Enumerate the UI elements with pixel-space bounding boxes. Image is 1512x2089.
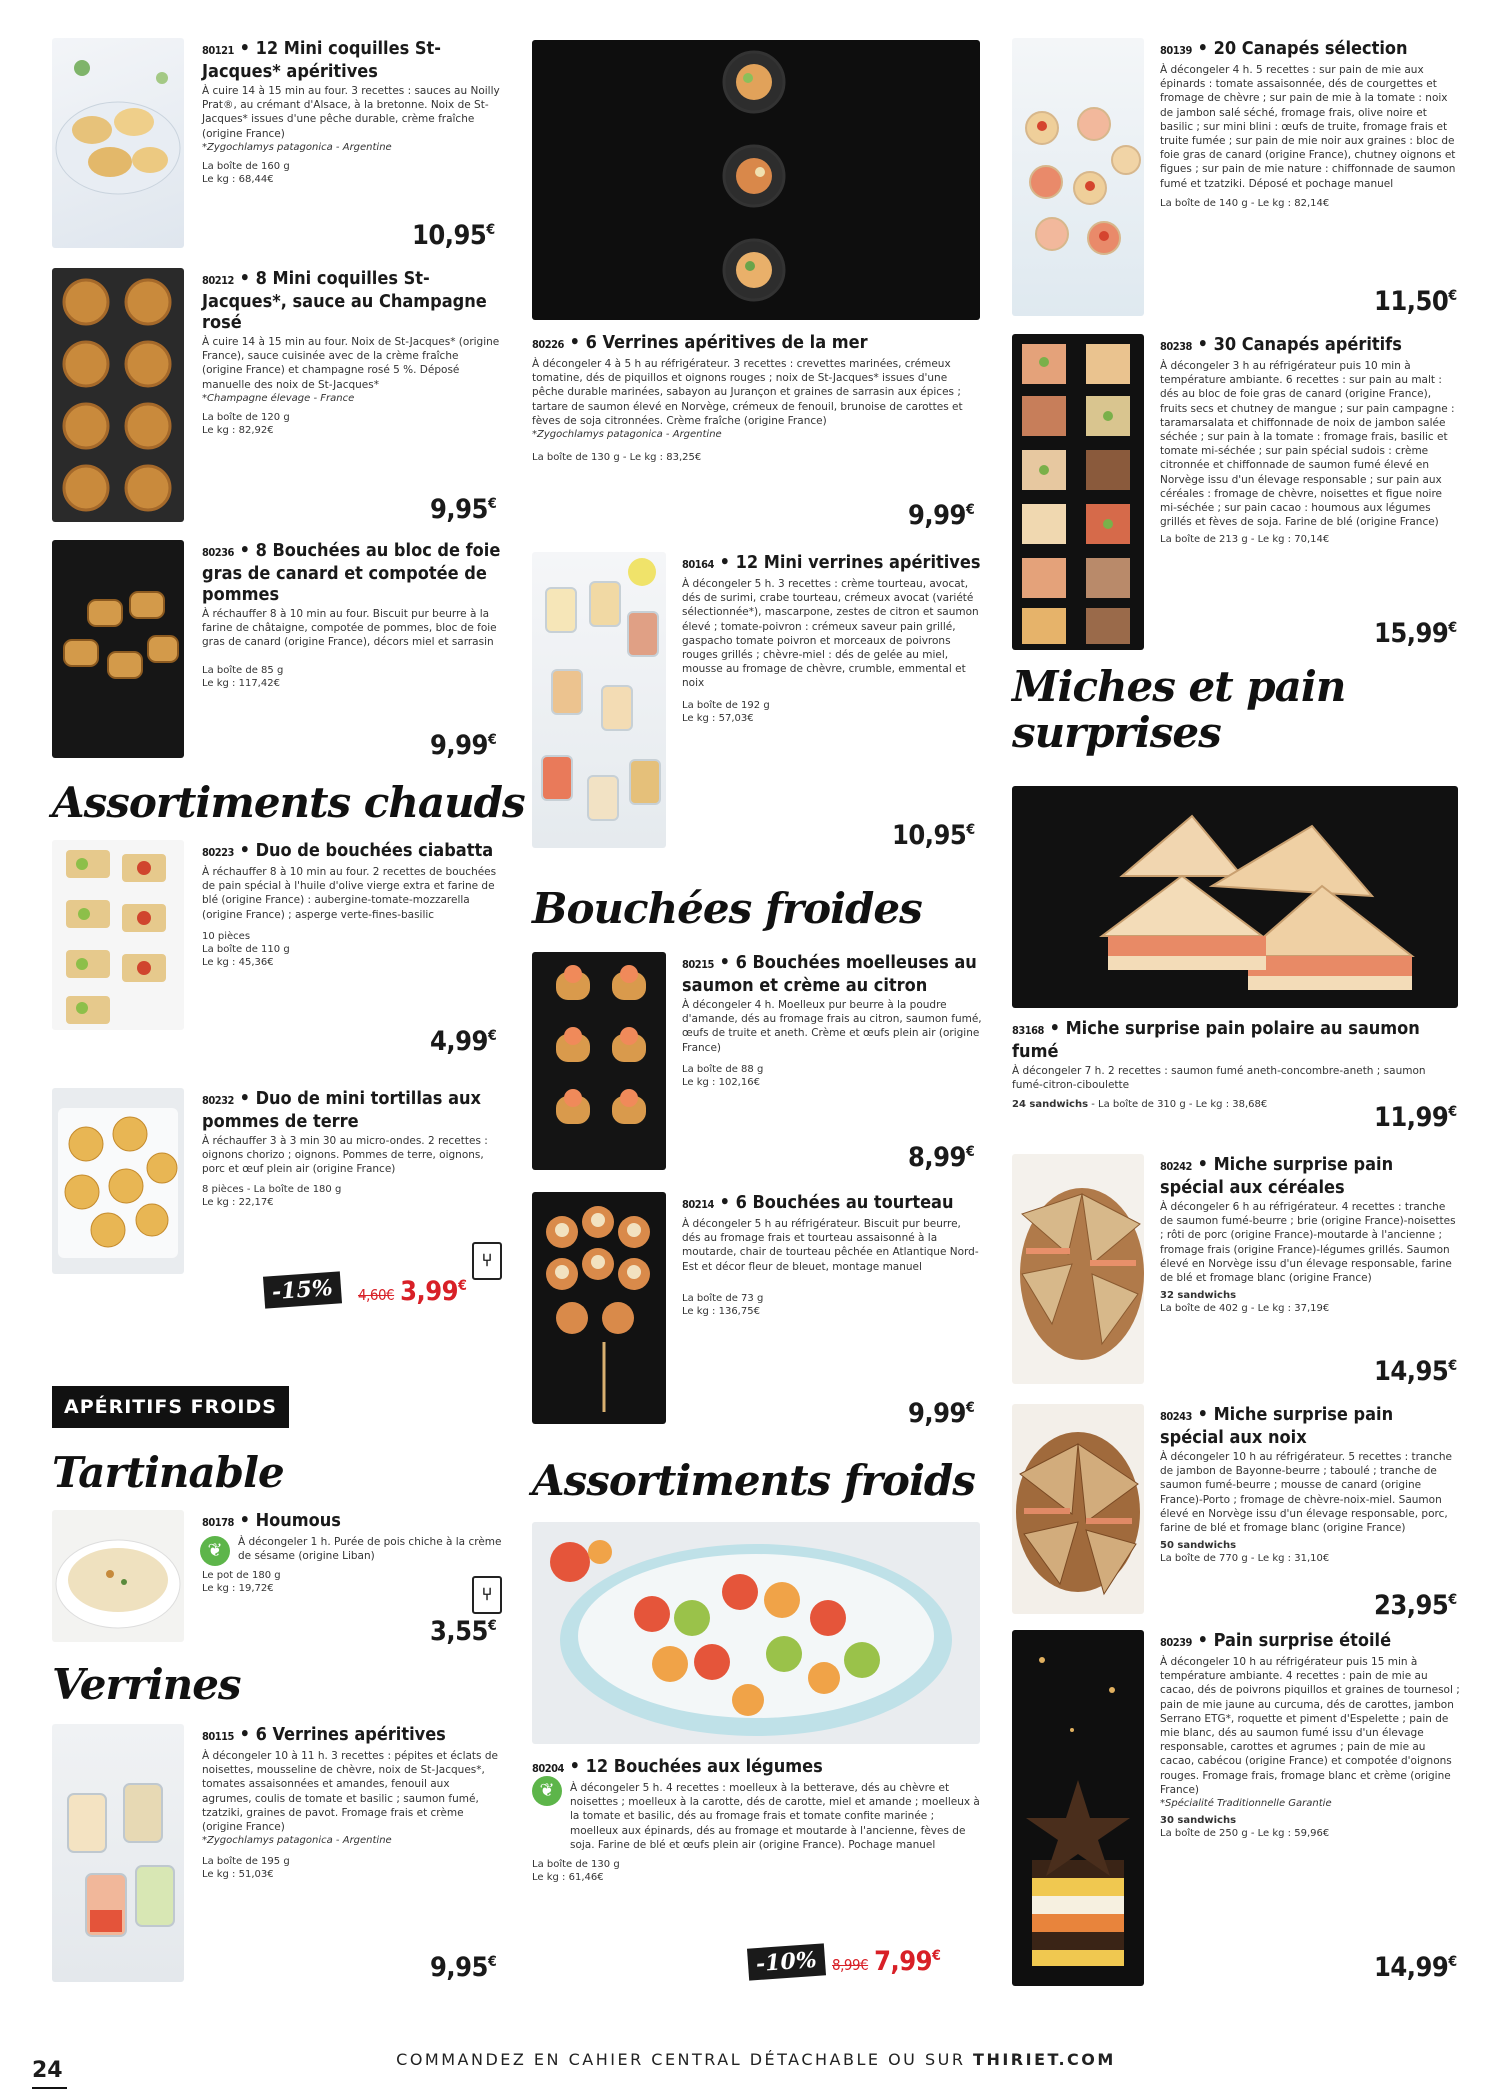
product-title: 80226 • 6 Verrines apéritives de la mer — [532, 332, 868, 353]
price-value: 9,99 — [908, 1398, 966, 1429]
fork-knife-icon: ⑂ — [472, 1242, 502, 1280]
price-value: 14,95 — [1374, 1356, 1449, 1387]
product-code: 80204 — [532, 1762, 564, 1775]
product-name: 12 Mini coquilles St-Jacques* apéritives — [202, 38, 441, 82]
product-price-per-kg: Le kg : 136,75€ — [682, 1305, 760, 1317]
product-price-per-kg: Le kg : 19,72€ — [202, 1583, 274, 1595]
product-description: À décongeler 1 h. Purée de pois chiche à la crème de sésame (origine Liban) — [238, 1536, 502, 1563]
product-80239[interactable] — [1012, 1630, 1462, 1990]
product-pieces: 10 pièces — [202, 930, 251, 942]
canapes-selection-illustration — [1012, 38, 1144, 316]
bouchees-saumon-illustration — [532, 952, 666, 1170]
product-code: 80214 — [682, 1198, 714, 1211]
price-value: 14,99 — [1374, 1952, 1449, 1983]
section-heading-tartinable: Tartinable — [52, 1448, 284, 1497]
product-image — [52, 1088, 184, 1274]
product-weight: La boîte de 250 g - Le kg : 59,96€ — [1160, 1828, 1330, 1840]
price-value: 9,95 — [430, 494, 488, 525]
product-80226[interactable] — [532, 40, 987, 540]
product-description: À décongeler 10 h au réfrigérateur. 5 recettes : tranche de jambon de Bayonne-beurre ; taboulé ; tranche de saumon fumé-beurre ; mousse de canard (origine France)-Porto ; fromage de chèvre-noix-miel. Saumon élevé en Norvège issu d'un élevage responsable, porc, farine de blé et fromage blanc (origine France) — [1160, 1451, 1452, 1535]
price-value: 4,99 — [430, 1026, 488, 1057]
price-currency: € — [458, 1278, 467, 1294]
product-title: 80242 • Miche surprise pain spécial aux céréales — [1160, 1154, 1394, 1198]
product-title: 80212 • 8 Mini coquilles St-Jacques*, sauce au Champagne rosé — [202, 268, 487, 333]
product-weight: Le pot de 180 g — [202, 1570, 281, 1582]
footer-link-thiriet[interactable]: THIRIET.COM — [973, 2050, 1116, 2069]
product-price — [908, 500, 974, 531]
product-price-per-kg: Le kg : 22,17€ — [202, 1196, 274, 1208]
product-description: À décongeler 7 h. 2 recettes : saumon fumé aneth-concombre-aneth ; saumon fumé-citron-ciboulette — [1012, 1065, 1426, 1092]
product-name: Houmous — [255, 1510, 341, 1531]
miche-cereales-illustration — [1012, 1154, 1144, 1384]
product-info — [1160, 38, 1460, 210]
product-price — [1374, 286, 1457, 317]
product-price-per-kg: Le kg : 57,03€ — [682, 712, 754, 724]
product-image — [1012, 1630, 1144, 1986]
price-currency: € — [965, 1400, 975, 1416]
product-info — [202, 1724, 502, 1881]
product-name: Miche surprise pain spécial aux noix — [1160, 1404, 1394, 1448]
product-info — [202, 540, 502, 690]
price-currency: € — [965, 502, 975, 518]
product-name: 30 Canapés apéritifs — [1213, 334, 1402, 355]
product-code: 80242 — [1160, 1160, 1192, 1173]
product-title: 80215 • 6 Bouchées moelleuses au saumon et crème au citron — [682, 952, 977, 996]
product-image — [1012, 334, 1144, 650]
product-80223[interactable] — [52, 840, 507, 1058]
product-code: 80223 — [202, 846, 234, 859]
product-price — [430, 1952, 496, 1983]
product-title: 80239 • Pain surprise étoilé — [1160, 1630, 1392, 1651]
product-80238[interactable] — [1012, 334, 1462, 654]
price-currency: € — [1448, 1592, 1457, 1608]
section-heading-verrines: Verrines — [52, 1660, 241, 1709]
tortillas-illustration — [52, 1088, 184, 1274]
product-code: 80121 — [202, 44, 234, 57]
pain-etoile-illustration — [1012, 1630, 1144, 1986]
product-description: À décongeler 4 h. 5 recettes : sur pain de mie aux épinards : tomate assaisonnée, dés de courgettes et fromage de chèvre ; sur pain de mie à la tomate : noix de jambon salé séché, fromage frais, olive noire et basilic ; sur mini blini : œufs de truite, fromage frais et truite fumée ; sur pain de mie noir aux graines : bloc de foie gras de canard (origine France), chutney oignons et figues ; sur pain de mie nature : chiffonnade de saumon fumé et tzatziki. Déposé et pochage manuel — [1160, 64, 1456, 190]
product-image — [52, 540, 184, 758]
product-image — [532, 552, 666, 848]
product-info — [202, 1510, 502, 1595]
product-image — [52, 1724, 184, 1982]
product-weight: La boîte de 310 g - Le kg : 38,68€ — [1098, 1099, 1268, 1111]
footer — [0, 2050, 1512, 2069]
product-price-per-kg: Le kg : 117,42€ — [202, 677, 280, 689]
vegetarian-leaf-icon: ❦ — [200, 1536, 230, 1566]
product-description: À réchauffer 8 à 10 min au four. Biscuit pur beurre à la farine de châtaigne, compotée de pommes, bloc de foie gras de canard (origine France), décors miel et sarrasin — [202, 608, 497, 649]
product-image — [1012, 1404, 1144, 1614]
price-currency: € — [487, 496, 497, 512]
product-weight: La boîte de 88 g — [682, 1063, 764, 1075]
product-80215[interactable] — [532, 952, 987, 1172]
product-code: 80212 — [202, 274, 234, 287]
product-name: 6 Verrines apéritives — [255, 1724, 446, 1745]
product-info: 83168 • Miche surprise pain polaire au saumon fumé À décongeler 7 h. 2 recettes : saumon fumé aneth-concombre-aneth ; saumon fumé-citron-ciboulette 24 sandwichs - La boîte de 310 g - Le kg : 38,68€ — [1012, 1018, 1458, 1111]
product-name: Pain surprise étoilé — [1213, 1630, 1392, 1651]
product-info — [532, 332, 982, 464]
product-price-per-kg: Le kg : 45,36€ — [202, 956, 274, 968]
price-currency: € — [486, 222, 495, 238]
product-info — [1160, 1154, 1460, 1315]
section-heading-assortiments-froids: Assortiments froids — [532, 1456, 975, 1505]
product-price-per-kg: Le kg : 102,16€ — [682, 1076, 760, 1088]
product-info — [682, 552, 982, 725]
product-image — [1012, 1154, 1144, 1384]
product-code: 80226 — [532, 338, 564, 351]
product-image — [532, 1522, 980, 1744]
price-value: 9,99 — [908, 500, 966, 531]
product-price-per-kg: Le kg : 61,46€ — [532, 1872, 604, 1884]
product-title: 80238 • 30 Canapés apéritifs — [1160, 334, 1402, 355]
product-info — [202, 268, 502, 437]
product-name: 6 Bouchées au tourteau — [735, 1192, 954, 1213]
product-code: 80232 — [202, 1094, 234, 1107]
price-currency: € — [1448, 620, 1457, 636]
product-price — [430, 730, 496, 761]
sandwich-count: 32 sandwichs — [1160, 1290, 1237, 1302]
product-image — [1012, 786, 1458, 1008]
ciabatta-illustration — [52, 840, 184, 1030]
product-name: 20 Canapés sélection — [1213, 38, 1408, 59]
product-price — [1374, 1952, 1457, 1983]
product-80139[interactable] — [1012, 38, 1462, 320]
product-weight: La boîte de 130 g — [532, 1859, 620, 1871]
price-currency: € — [1448, 1954, 1457, 1970]
product-title: 80236 • 8 Bouchées au bloc de foie gras de canard et compotée de pommes — [202, 540, 501, 605]
sandwich-count: 30 sandwichs — [1160, 1815, 1237, 1827]
product-info — [202, 1088, 502, 1209]
product-weight: La boîte de 140 g - Le kg : 82,14€ — [1160, 197, 1330, 209]
product-note: *Spécialité Traditionnelle Garantie — [1160, 1798, 1332, 1810]
product-description: À réchauffer 3 à 3 min 30 au micro-ondes. 2 recettes : oignons chorizo ; oignons. Pommes de terre, oignons, porc et œuf plein air (origine France) — [202, 1135, 488, 1176]
product-description: À décongeler 10 h au réfrigérateur puis 15 min à température ambiante. 4 recettes : pain de mie au cacao, dés de poivrons piquillos et graines de tournesol ; pain de mie jaune au curcuma, dés de carottes, jambon Serrano ETG*, roquette et piment d'Espelette ; pain de mie blanc, dés au saumon fumé issu d'un élevage responsable, carottes et agrumes ; pain de mie au cacao, cabécou (origine France) et compotée d'oignons rouges. Fromage frais, fromage blanc et crème (origine France) — [1160, 1656, 1460, 1796]
product-code: 80139 — [1160, 44, 1192, 57]
product-weight: La boîte de 160 g — [202, 160, 290, 172]
footer-text: COMMANDEZ EN CAHIER CENTRAL DÉTACHABLE OU SUR — [396, 2050, 966, 2069]
product-price-per-kg: Le kg : 51,03€ — [202, 1869, 274, 1881]
product-80121[interactable] — [52, 38, 507, 251]
price-currency: € — [965, 1144, 975, 1160]
product-weight: La boîte de 213 g - Le kg : 70,14€ — [1160, 534, 1330, 546]
product-code: 80243 — [1160, 1410, 1192, 1423]
product-description: À cuire 14 à 15 min au four. 3 recettes : sauces au Noilly Prat®, au crémant d'Alsace, à la bretonne. Noix de St-Jacques* issues d'une pêche durable, crème fraîche (origine France) — [202, 85, 500, 140]
product-description: À décongeler 6 h au réfrigérateur. 4 recettes : tranche de saumon fumé-beurre ; brie (origine France)-noisettes ; rôti de porc (origine France)-moutarde à l'ancienne ; fromage frais (origine France)-légumes grillés. Saumon élevé en Norvège issu d'un élevage responsable, farine de blé et fromage blanc (origine France) — [1160, 1201, 1456, 1285]
price-currency: € — [1448, 288, 1457, 304]
product-image — [532, 40, 980, 320]
product-code: 80236 — [202, 546, 234, 559]
product-80212[interactable] — [52, 268, 507, 525]
product-price-per-kg: Le kg : 68,44€ — [202, 173, 274, 185]
section-heading-assortiments-chauds: Assortiments chauds — [52, 778, 525, 827]
product-code: 80164 — [682, 558, 714, 571]
product-price — [358, 1276, 466, 1307]
price-currency: € — [487, 1954, 497, 1970]
product-price — [430, 1026, 496, 1057]
old-price: 4,60€ — [358, 1286, 395, 1304]
product-description: À réchauffer 8 à 10 min au four. 2 recettes de bouchées de pain spécial à l'huile d'olive vierge extra et farine de blé (origine France) : aubergine-tomate-mozzarella (origine France) ; asperge verte-fines-basilic — [202, 866, 497, 921]
product-code: 80215 — [682, 958, 714, 971]
product-weight: 8 pièces - La boîte de 180 g — [202, 1183, 342, 1195]
product-code: 80238 — [1160, 340, 1192, 353]
product-name: 6 Bouchées moelleuses au saumon et crème au citron — [682, 952, 977, 996]
product-title: 80178 • Houmous — [202, 1510, 341, 1531]
price-value: 11,50 — [1374, 286, 1449, 317]
product-image — [52, 840, 184, 1030]
product-price — [892, 820, 975, 851]
product-info — [202, 38, 502, 186]
old-price: 8,99€ — [832, 1956, 869, 1974]
product-price — [1374, 1102, 1457, 1133]
houmous-illustration — [52, 1510, 184, 1642]
product-price — [1374, 618, 1457, 649]
product-name: 8 Mini coquilles St-Jacques*, sauce au Champagne rosé — [202, 268, 487, 333]
product-title: 80115 • 6 Verrines apéritives — [202, 1724, 446, 1745]
product-weight: La boîte de 73 g — [682, 1292, 764, 1304]
bouchees-tourteau-illustration — [532, 1192, 666, 1424]
product-note: *Zygochlamys patagonica - Argentine — [202, 1835, 392, 1847]
price-value: 3,55 — [430, 1616, 488, 1647]
product-info — [1160, 1630, 1460, 1840]
discount-badge: -10% — [747, 1943, 826, 1980]
price-value: 11,99 — [1374, 1102, 1449, 1133]
coquilles-champagne-illustration — [52, 268, 184, 522]
section-heading-miches: Miches et pain surprises — [1012, 662, 1346, 757]
product-80243[interactable] — [1012, 1404, 1462, 1624]
mini-verrines-illustration — [532, 552, 666, 848]
banner-aperitifs-froids: APÉRITIFS FROIDS — [52, 1386, 289, 1428]
bouchees-foie-gras-illustration — [52, 540, 184, 758]
product-80115[interactable] — [52, 1724, 507, 1986]
product-name: 6 Verrines apéritives de la mer — [585, 332, 868, 353]
product-info — [682, 1192, 982, 1318]
price-currency: € — [966, 822, 975, 838]
product-name: 12 Mini verrines apéritives — [735, 552, 981, 573]
product-80236[interactable] — [52, 540, 507, 761]
product-title: 80243 • Miche surprise pain spécial aux noix — [1160, 1404, 1394, 1448]
product-info — [1160, 334, 1460, 546]
product-price — [430, 494, 496, 525]
product-description: À décongeler 5 h. 4 recettes : moelleux à la betterave, dés au chèvre et noisettes ; moelleux à la carotte, dés de carotte, miel et amande ; moelleux à la tomate et basilic, dés au fromage frais et tomate confite marinée ; moelleux aux épinards, dés au fromage et moutarde à l'ancienne, fèves de soja. Farine de blé et œufs plein air (origine France). Pochage manuel — [570, 1782, 980, 1851]
product-80242[interactable] — [1012, 1154, 1462, 1390]
product-name: Miche surprise pain spécial aux céréales — [1160, 1154, 1394, 1198]
product-image — [52, 38, 184, 248]
product-description: À décongeler 4 h. Moelleux pur beurre à la poudre d'amande, dés au fromage frais au citron, saumon fumé, œufs de truite et aneth. Crème et œufs plein air (origine France) — [682, 999, 982, 1054]
sandwich-count: 50 sandwichs — [1160, 1540, 1237, 1552]
product-code: 83168 — [1012, 1024, 1044, 1037]
product-description: À décongeler 4 à 5 h au réfrigérateur. 3 recettes : crevettes marinées, crémeux tomatine, dés de piquillos et oignons rouges ; noix de St-Jacques* issues d'une pêche durable marinées, sabayon au Jurançon et graines de sarrasin aux épices ; tartare de saumon élevé en Norvège, crémeux de fenouil, brunoise de carottes et fèves de soja citronnées. Crème fraîche (origine France) — [532, 358, 963, 427]
product-name: Duo de bouchées ciabatta — [255, 840, 494, 861]
product-weight: La boîte de 192 g — [682, 699, 770, 711]
product-info — [682, 952, 982, 1089]
product-info — [1160, 1404, 1460, 1565]
product-80214[interactable] — [532, 1192, 987, 1432]
page-number: 24 — [32, 2058, 63, 2083]
product-code: 80178 — [202, 1516, 234, 1529]
price-currency: € — [1448, 1104, 1457, 1120]
product-note: *Zygochlamys patagonica - Argentine — [202, 141, 392, 153]
product-description: À cuire 14 à 15 min au four. Noix de St-Jacques* (origine France), sauce cuisinée avec de la crème fraîche (origine France) et champagne rosé 5 %. Déposé manuelle des noix de St-Jacques* — [202, 336, 500, 391]
product-weight: La boîte de 402 g - Le kg : 37,19€ — [1160, 1303, 1330, 1315]
product-note: *Zygochlamys patagonica - Argentine — [532, 429, 722, 441]
price-currency: € — [487, 1618, 497, 1634]
price-currency: € — [932, 1948, 941, 1964]
product-title: 80121 • 12 Mini coquilles St-Jacques* apéritives — [202, 38, 441, 82]
product-name: 12 Bouchées aux légumes — [585, 1756, 823, 1777]
product-code: 80115 — [202, 1730, 234, 1743]
product-83168[interactable] — [1012, 786, 1462, 1136]
product-note: *Champagne élevage - France — [202, 392, 355, 404]
product-price — [908, 1142, 974, 1173]
product-image — [1012, 38, 1144, 316]
product-price — [1374, 1590, 1457, 1621]
product-description: À décongeler 5 h au réfrigérateur. Biscuit pur beurre, dés au fromage frais et tourteau assaisonné à la moutarde, chair de tourteau pêchée en Atlantique Nord-Est et décor fleur de bleuet, montage manuel — [682, 1218, 979, 1273]
product-title: 80223 • Duo de bouchées ciabatta — [202, 840, 494, 861]
product-weight: La boîte de 195 g — [202, 1856, 290, 1868]
product-80232[interactable] — [52, 1088, 507, 1307]
fork-knife-icon: ⑂ — [472, 1576, 502, 1614]
canapes-aperitifs-illustration — [1012, 334, 1144, 650]
discount-badge: -15% — [263, 1271, 342, 1308]
product-info — [532, 1756, 980, 1884]
product-price-per-kg: Le kg : 82,92€ — [202, 424, 274, 436]
product-image — [532, 1192, 666, 1424]
product-name: Duo de mini tortillas aux pommes de terre — [202, 1088, 481, 1132]
price-currency: € — [487, 1028, 497, 1044]
product-code: 80239 — [1160, 1636, 1192, 1649]
price-value: 23,95 — [1374, 1590, 1449, 1621]
product-title: 80164 • 12 Mini verrines apéritives — [682, 552, 981, 573]
product-description: À décongeler 10 à 11 h. 3 recettes : pépites et éclats de noisettes, mousseline de chèvre, noix de St-Jacques*, tomates assaisonnées et amandes, fenouil aux agrumes, coulis de tomate et basilic ; saumon fumé, tzatziki, graines de pavot. Fromage frais et crème (origine France) — [202, 1750, 498, 1834]
price-value: 9,99 — [430, 730, 488, 761]
product-description: À décongeler 5 h. 3 recettes : crème tourteau, avocat, dés de surimi, crabe tourteau, crémeux avocat (variété sélectionnée*), mascarpone, zestes de citron et saumon élevé ; tomate-poivron : crémeux saveur pain grillé, gaspacho tomate poivron et morceaux de poivrons rouges grillés ; chèvre-miel : dés de gelée au miel, mousse au fromage de chèvre, crumble, emmental et noix — [682, 578, 979, 690]
coquilles-illustration — [52, 38, 184, 248]
sandwich-count: 24 sandwichs — [1012, 1099, 1089, 1111]
product-price — [832, 1946, 940, 1977]
price-value: 10,95 — [892, 820, 967, 851]
product-title: 80232 • Duo de mini tortillas aux pommes de terre — [202, 1088, 481, 1132]
verrines-mer-illustration — [532, 40, 980, 320]
price-currency: € — [487, 732, 497, 748]
product-name: 8 Bouchées au bloc de foie gras de canard et compotée de pommes — [202, 540, 501, 605]
product-image — [52, 268, 184, 522]
product-price — [430, 1616, 496, 1647]
bouchees-legumes-illustration — [532, 1522, 980, 1744]
product-title: 80139 • 20 Canapés sélection — [1160, 38, 1408, 59]
product-80204[interactable] — [532, 1522, 987, 1992]
price-value: 8,99 — [908, 1142, 966, 1173]
product-title: 83168 • Miche surprise pain polaire au saumon fumé — [1012, 1018, 1420, 1062]
price-value: 3,99 — [400, 1276, 459, 1307]
product-weight: La boîte de 130 g - Le kg : 83,25€ — [532, 452, 702, 464]
product-weight: La boîte de 85 g — [202, 664, 284, 676]
product-info — [202, 840, 502, 969]
miche-polaire-illustration — [1012, 786, 1458, 1008]
product-title: 80204 • 12 Bouchées aux légumes — [532, 1756, 823, 1777]
price-value: 15,99 — [1374, 618, 1449, 649]
price-currency: € — [1448, 1358, 1457, 1374]
product-image — [532, 952, 666, 1170]
price-value: 7,99 — [874, 1946, 933, 1977]
product-description: À décongeler 3 h au réfrigérateur puis 10 min à température ambiante. 6 recettes : sur pain au malt : dés au bloc de foie gras de canard (origine France), fruits secs et chutney de mangue ; sur pain campagne : taramarsalata et chiffonnade de noix de jambon salée séchée ; sur pain à la tomate : fromage frais, basilic et tomate mi-séchée ; sur pain spécial sudois : crème citronnée et chiffonnade de saumon fumé élevé en Norvège issu d'un élevage responsable ; sur pain aux céréales : fromage de chèvre, noisettes et figue noire mi-séchée ; sur pain cacao : houmous aux légumes grillés et fèves de soja. Farine de blé (origine France) — [1160, 360, 1455, 529]
price-value: 10,95 — [412, 220, 487, 251]
product-weight: La boîte de 110 g — [202, 943, 290, 955]
product-weight: La boîte de 120 g — [202, 411, 290, 423]
section-heading-bouchees-froides: Bouchées froides — [532, 884, 922, 933]
vegetarian-leaf-icon: ❦ — [532, 1776, 562, 1806]
product-80164[interactable] — [532, 552, 987, 852]
verrines-illustration — [52, 1724, 184, 1982]
product-price — [1374, 1356, 1457, 1387]
product-weight: La boîte de 770 g - Le kg : 31,10€ — [1160, 1553, 1330, 1565]
miche-noix-illustration — [1012, 1404, 1144, 1614]
product-price — [412, 220, 495, 251]
product-title: 80214 • 6 Bouchées au tourteau — [682, 1192, 954, 1213]
product-80178[interactable] — [52, 1510, 507, 1648]
price-value: 9,95 — [430, 1952, 488, 1983]
product-image — [52, 1510, 184, 1642]
product-price — [908, 1398, 974, 1429]
product-name: Miche surprise pain polaire au saumon fumé — [1012, 1018, 1420, 1062]
